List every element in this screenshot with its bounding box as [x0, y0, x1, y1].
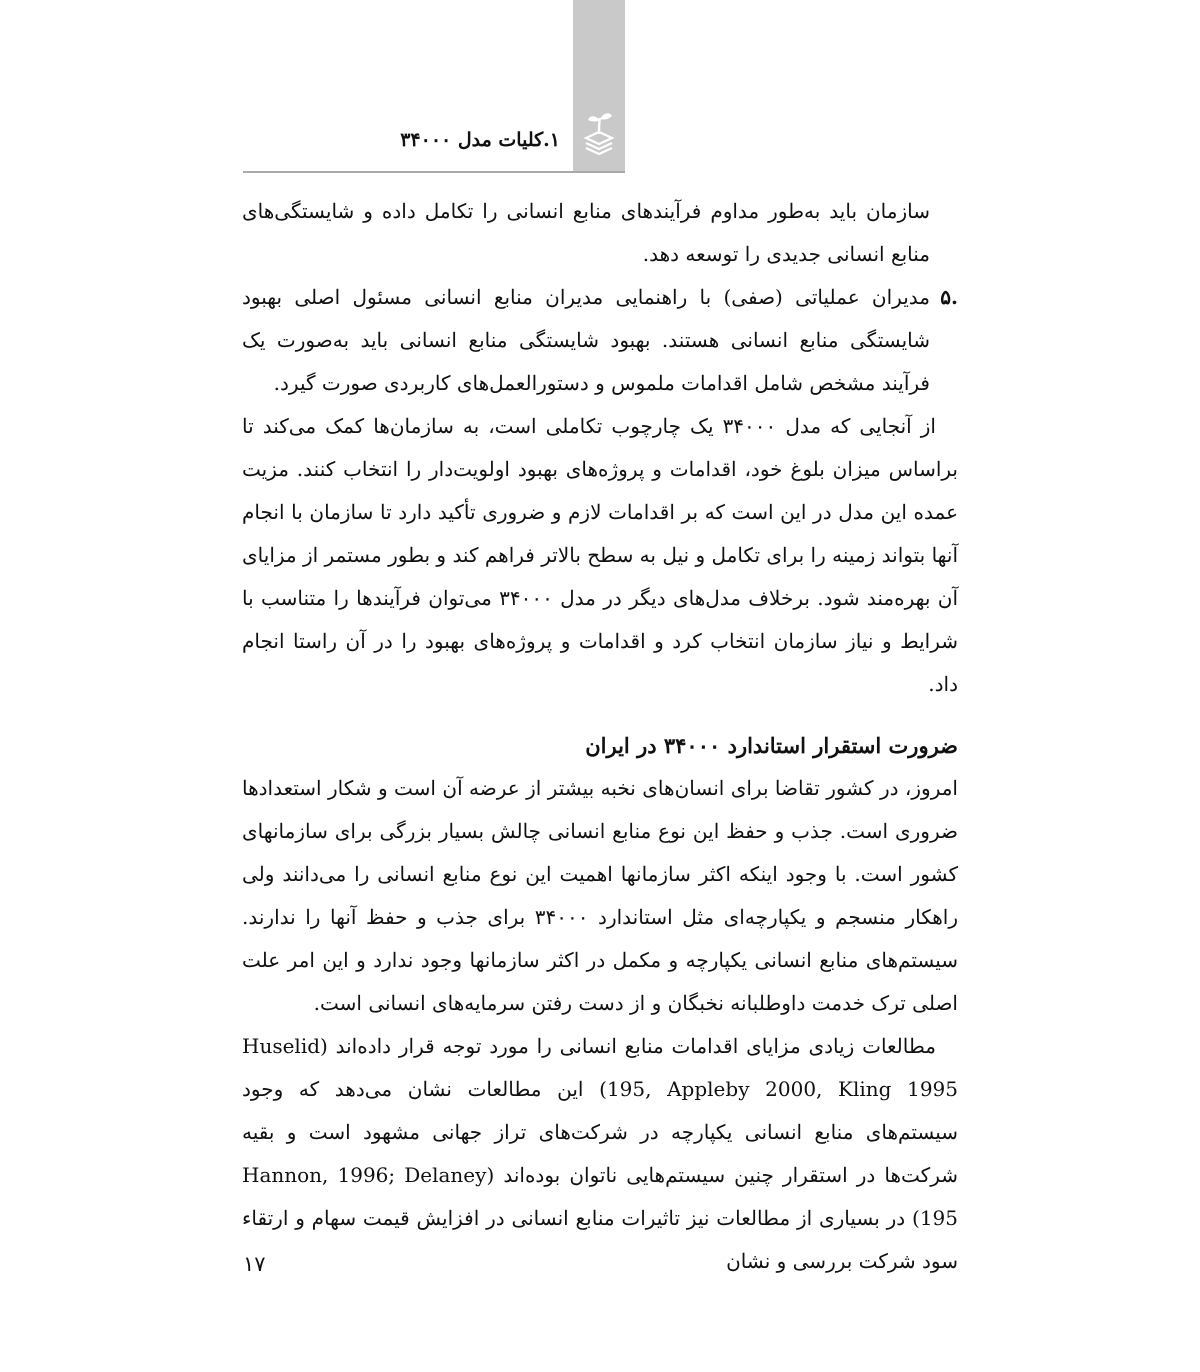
list-item-5: [242, 276, 958, 405]
studies-paragraph: مطالعات زیادی مزایای اقدامات منابع انسانی را مورد توجه قرار داده‌اند (Huselid 195, Appleby 2000, Kling 1995) این مطالعات نشان می‌دهد که وجود سیستم‌های منابع انسانی یکپارچه در شرکت‌های تراز جهانی مشهود است و بقیه شرکت‌ها در استقرار چنین سیستم‌هایی ناتوان بوده‌اند (Hannon, 1996; Delaney 195) در بسیاری از مطالعات نیز تاثیرات منابع انسانی در افزایش قیمت سهام و ارتقاء سود شرکت بررسی و نشان: [242, 1034, 959, 1273]
section-heading: ضرورت استقرار استاندارد ۳۴۰۰۰ در ایران: [585, 733, 958, 758]
header-divider: [243, 171, 625, 173]
page-number: ۱۷: [243, 1252, 266, 1276]
chapter-title: ۱.کلیات مدل ۳۴۰۰۰: [400, 129, 560, 151]
list-item-number: .۵: [940, 285, 958, 309]
continuation-paragraph: سازمان باید به‌طور مداوم فرآیندهای منابع انسانی را تکامل داده و شایستگی‌های منابع انسانی جدیدی را توسعه دهد.: [242, 199, 930, 266]
book-plant-logo-icon: [580, 108, 618, 160]
list-item-text: مدیران عملیاتی (صفی) با راهنمایی مدیران منابع انسانی مسئول اصلی بهبود شایستگی منابع انسانی هستند. بهبود شایستگی منابع انسانی باید به‌صورت یک فرآیند مشخص شامل اقدامات ملموس و دستورالعمل‌های کاربردی صورت گیرد.: [242, 285, 930, 395]
model-paragraph: از آنجایی که مدل ۳۴۰۰۰ یک چارچوب تکاملی است، به سازمان‌ها کمک می‌کند تا براساس میزان بلوغ خود، اقدامات و پروژه‌های بهبود اولویت‌دار را انتخاب کنند. مزیت عمده این مدل در این است که بر اقدامات لازم و ضروری تأکید دارد تا سازمان با انجام آنها بتواند زمینه را برای تکامل و نیل به سطح بالاتر فراهم کند و بطور مستمر از مزایای آن بهره‌مند شود. برخلاف مدل‌های دیگر در مدل ۳۴۰۰۰ می‌توان فرآیندها را متناسب با شرایط و نیاز سازمان انتخاب کرد و اقدامات و پروژه‌های بهبود را در آن راستا انجام داد.: [242, 414, 958, 696]
iran-paragraph: امروز، در کشور تقاضا برای انسان‌های نخبه بیشتر از عرضه آن است و شکار استعدادها ضروری است. جذب و حفظ این نوع منابع انسانی چالش بسیار بزرگی برای سازمانهای کشور است. با وجود اینکه اکثر سازمانها اهمیت این نوع منابع انسانی را می‌دانند ولی راهکار منسجم و یکپارچه‌ای مثل استاندارد ۳۴۰۰۰ برای جذب و حفظ آنها را ندارند. سیستم‌های منابع انسانی یکپارچه و مکمل در اکثر سازمانها وجود ندارد و این امر علت اصلی ترک خدمت داوطلبانه نخبگان و از دست رفتن سرمایه‌های انسانی است.: [242, 776, 959, 1015]
page-body: [242, 190, 958, 1283]
